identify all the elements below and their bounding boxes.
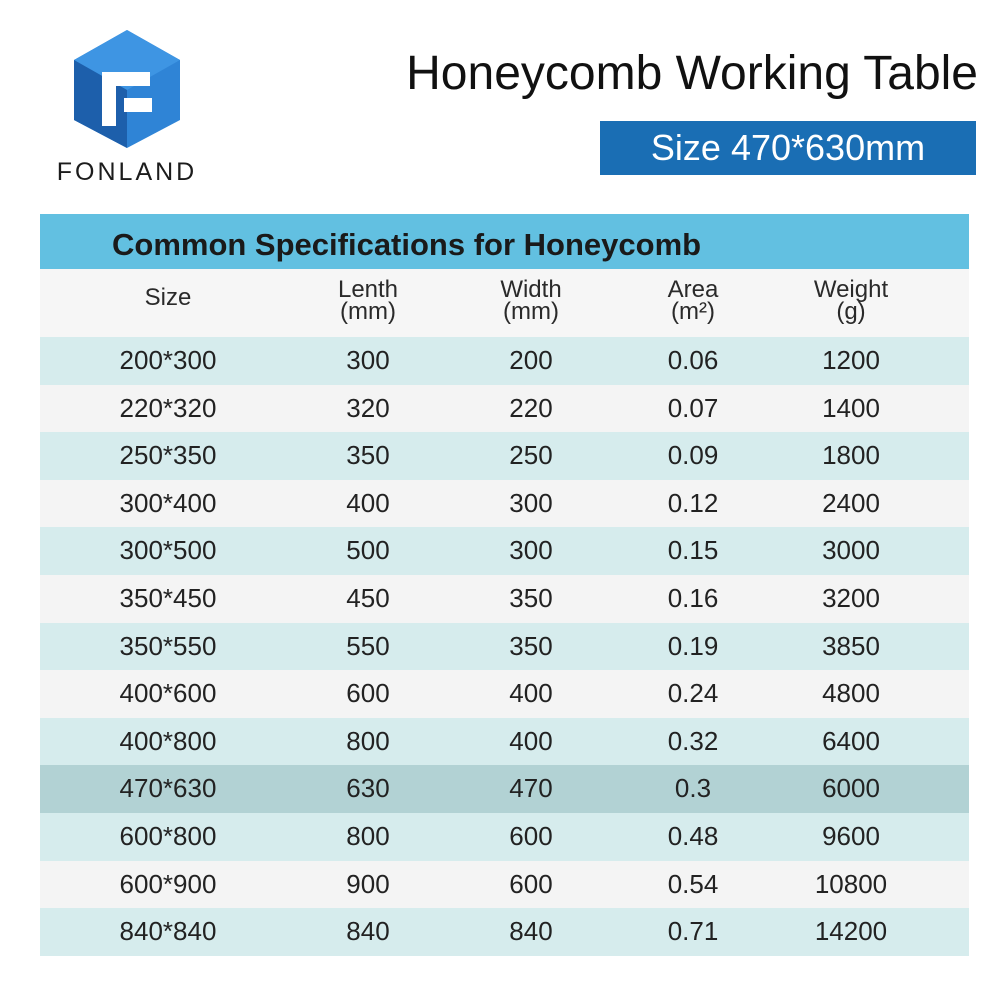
brand-name: FONLAND <box>56 158 198 186</box>
table-cell: 2400 <box>822 487 880 518</box>
table-cell: 840*840 <box>119 916 217 947</box>
table-cell: 470 <box>509 773 553 804</box>
table-cell: 0.32 <box>667 725 719 756</box>
column-header-unit: (g) <box>836 298 866 325</box>
table-cell: 450 <box>346 582 390 613</box>
fonland-logo-icon <box>72 28 182 150</box>
table-cell: 630 <box>346 773 390 804</box>
table-cell: 3200 <box>822 582 880 613</box>
column-header-label: Weight <box>813 276 889 303</box>
table-cell: 300 <box>346 345 390 375</box>
table-row <box>40 337 969 385</box>
table-cell: 0.16 <box>667 582 719 613</box>
table-cell: 3000 <box>822 535 880 566</box>
table-cell: 250 <box>509 440 553 471</box>
table-cell: 400*600 <box>119 678 217 709</box>
table-body <box>40 337 969 956</box>
table-cell: 800 <box>346 820 390 851</box>
table-row <box>40 480 969 528</box>
table-cell: 300*400 <box>119 487 217 518</box>
column-header-label: Size <box>144 284 192 311</box>
column-header-label: Width <box>500 276 562 303</box>
table-title: Common Specifications for Honeycomb <box>40 214 969 269</box>
column-header-unit: (mm) <box>340 298 396 325</box>
table-row <box>40 908 969 956</box>
table-row <box>40 432 969 480</box>
table-cell: 220*320 <box>119 392 217 423</box>
table-cell: 0.3 <box>674 773 712 804</box>
table-cell: 300*500 <box>119 535 217 566</box>
table-cell: 0.15 <box>667 535 719 566</box>
table-cell: 320 <box>346 392 390 423</box>
table-cell: 600 <box>509 868 553 899</box>
table-cell: 600*800 <box>119 820 217 851</box>
table-row <box>40 385 969 433</box>
column-header-row <box>40 269 969 337</box>
table-cell: 3850 <box>822 630 880 661</box>
table-cell: 900 <box>346 868 390 899</box>
table-cell: 0.12 <box>667 487 719 518</box>
table-cell: 200 <box>509 345 553 375</box>
table-cell: 4800 <box>822 678 880 709</box>
table-cell: 9600 <box>822 820 880 851</box>
table-cell: 350*450 <box>119 582 217 613</box>
table-cell: 0.71 <box>667 916 719 947</box>
table-cell: 1200 <box>822 345 880 375</box>
table-cell: 400 <box>509 725 553 756</box>
column-header-4 <box>771 276 931 325</box>
table-cell: 1400 <box>822 392 880 423</box>
table-cell: 300 <box>509 535 553 566</box>
table-cell: 400 <box>346 487 390 518</box>
table-cell: 300 <box>509 487 553 518</box>
table-cell: 600*900 <box>119 868 217 899</box>
table-cell: 0.48 <box>667 820 719 851</box>
table-cell: 250*350 <box>119 440 217 471</box>
column-header-0 <box>88 284 248 311</box>
table-cell: 0.07 <box>667 392 719 423</box>
table-cell: 500 <box>346 535 390 566</box>
table-row <box>40 575 969 623</box>
table-row <box>40 527 969 575</box>
table-cell: 550 <box>346 630 390 661</box>
table-row <box>40 670 969 718</box>
table-cell: 0.24 <box>667 678 719 709</box>
table-cell: 600 <box>509 820 553 851</box>
column-header-unit: (mm) <box>503 298 559 325</box>
table-cell: 800 <box>346 725 390 756</box>
table-cell: 0.54 <box>667 868 719 899</box>
table-row <box>40 765 969 813</box>
page-title: Honeycomb Working Table <box>406 47 978 100</box>
spec-table <box>40 214 969 956</box>
table-cell: 350 <box>509 630 553 661</box>
column-header-2 <box>451 276 611 325</box>
table-row <box>40 718 969 766</box>
table-row <box>40 861 969 909</box>
table-cell: 1800 <box>822 440 880 471</box>
table-cell: 14200 <box>814 916 888 947</box>
table-cell: 220 <box>509 392 553 423</box>
column-header-label: Lenth <box>337 276 399 303</box>
column-header-label: Area <box>667 276 719 303</box>
table-cell: 350*550 <box>119 630 217 661</box>
table-cell: 470*630 <box>119 773 217 804</box>
table-cell: 6400 <box>822 725 880 756</box>
table-cell: 400 <box>509 678 553 709</box>
table-cell: 6000 <box>822 773 880 804</box>
table-cell: 350 <box>509 582 553 613</box>
table-cell: 10800 <box>814 868 888 899</box>
table-cell: 350 <box>346 440 390 471</box>
table-cell: 0.06 <box>667 345 719 375</box>
table-cell: 200*300 <box>119 345 217 375</box>
table-cell: 0.09 <box>667 440 719 471</box>
table-cell: 400*800 <box>119 725 217 756</box>
column-header-3 <box>613 276 773 325</box>
size-badge: Size 470*630mm <box>600 121 976 175</box>
column-header-unit: (m²) <box>671 298 715 325</box>
table-cell: 840 <box>346 916 390 947</box>
table-row <box>40 813 969 861</box>
table-cell: 600 <box>346 678 390 709</box>
table-row <box>40 623 969 671</box>
table-cell: 840 <box>509 916 553 947</box>
column-header-1 <box>288 276 448 325</box>
table-cell: 0.19 <box>667 630 719 661</box>
